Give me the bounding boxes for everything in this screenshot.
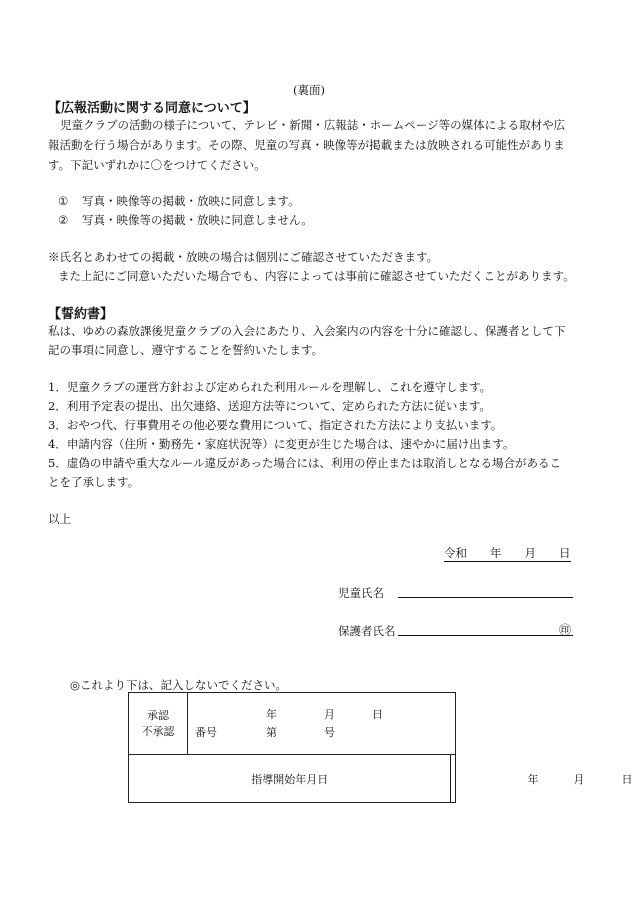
dai-label: 第 bbox=[266, 726, 277, 739]
consent-option-1-marker: ① bbox=[58, 194, 69, 208]
publicity-intro-line-3: す。下記いずれかに〇をつけてください。 bbox=[48, 158, 266, 172]
pledge-item-1: 1．児童クラブの運営方針および定められた利用ルールを理解し、これを遵守します。 bbox=[48, 380, 492, 394]
publicity-heading: 【広報活動に関する同意について】 bbox=[48, 101, 256, 116]
child-name-label: 児童氏名 bbox=[338, 586, 384, 600]
start-day-label: 日 bbox=[621, 773, 632, 786]
approve-label: 承認 bbox=[147, 708, 169, 722]
approval-day-label: 日 bbox=[372, 708, 383, 721]
pledge-item-5: 5．虚偽の申請や重大なルール違反があった場合には、利用の停止または取消しとなる場合があるこ bbox=[48, 456, 561, 470]
consent-option-2-marker: ② bbox=[58, 213, 69, 227]
consent-option-1-text: 写真・映像等の掲載・放映に同意します。 bbox=[82, 194, 300, 208]
pledge-item-4: 4．申請内容（住所・勤務先・家庭状況等）に変更が生じた場合は、速やかに届け出ます。 bbox=[48, 437, 515, 451]
start-month-label: 月 bbox=[573, 773, 585, 786]
date-line[interactable]: 令和 年 月 日 bbox=[444, 546, 571, 560]
pledge-intro-line-1: 私は、ゆめの森放課後児童クラブの入会にあたり、入会案内の内容を十分に確認し、保護者として下 bbox=[48, 324, 566, 338]
publicity-note-1: ※氏名とあわせての掲載・放映の場合は個別にご確認させていただきます。 bbox=[48, 250, 439, 264]
approval-cell[interactable] bbox=[129, 693, 188, 755]
publicity-note-2: また上記にご同意いただいた場合でも、内容によっては事前に確認させていただくことがあります。 bbox=[58, 269, 575, 283]
guardian-name-field[interactable] bbox=[398, 635, 573, 636]
approval-number-cell[interactable] bbox=[188, 693, 456, 755]
gou-label: 号 bbox=[324, 726, 335, 739]
pledge-item-5-cont: とを了承します。 bbox=[48, 475, 140, 489]
pledge-item-2: 2．利用予定表の提出、出欠連絡、送迎方法等について、定められた方法に従います。 bbox=[48, 399, 491, 413]
office-use-table bbox=[128, 692, 632, 803]
seal-mark-icon: ㊞ bbox=[559, 623, 572, 637]
approval-month-label: 月 bbox=[324, 708, 335, 721]
pledge-closing: 以上 bbox=[48, 512, 71, 526]
start-date-label-cell bbox=[129, 755, 451, 803]
page-side-label: (裏面) bbox=[293, 83, 325, 97]
pledge-item-3: 3．おやつ代、行事費用その他必要な費用について、指定された方法により支払います。 bbox=[48, 418, 503, 432]
office-use-notice: ◎これより下は、記入しないでください。 bbox=[70, 678, 288, 692]
child-name-field[interactable] bbox=[398, 597, 573, 598]
publicity-intro-line-2: 報活動を行う場合があります。その際、児童の写真・映像等が掲載または放映される可能性がありま bbox=[48, 138, 565, 152]
pledge-heading: 【誓約書】 bbox=[48, 307, 114, 322]
publicity-intro-line-1: 児童クラブの活動の様子について、テレビ・新聞・広報誌・ホームページ等の媒体による取材や広 bbox=[60, 118, 566, 132]
consent-option-2-text: 写真・映像等の掲載・放映に同意しません。 bbox=[82, 213, 313, 227]
disapprove-label: 不承認 bbox=[141, 724, 175, 738]
start-date-value-cell[interactable] bbox=[451, 755, 632, 803]
start-year-label: 年 bbox=[527, 773, 539, 786]
number-label: 番号 bbox=[195, 726, 217, 739]
guardian-name-label: 保護者氏名 bbox=[338, 624, 396, 638]
start-date-label: 指導開始年月日 bbox=[251, 772, 329, 786]
approval-year-label: 年 bbox=[266, 708, 277, 721]
pledge-intro-line-2: 記の事項に同意し、遵守することを誓約いたします。 bbox=[48, 343, 324, 357]
